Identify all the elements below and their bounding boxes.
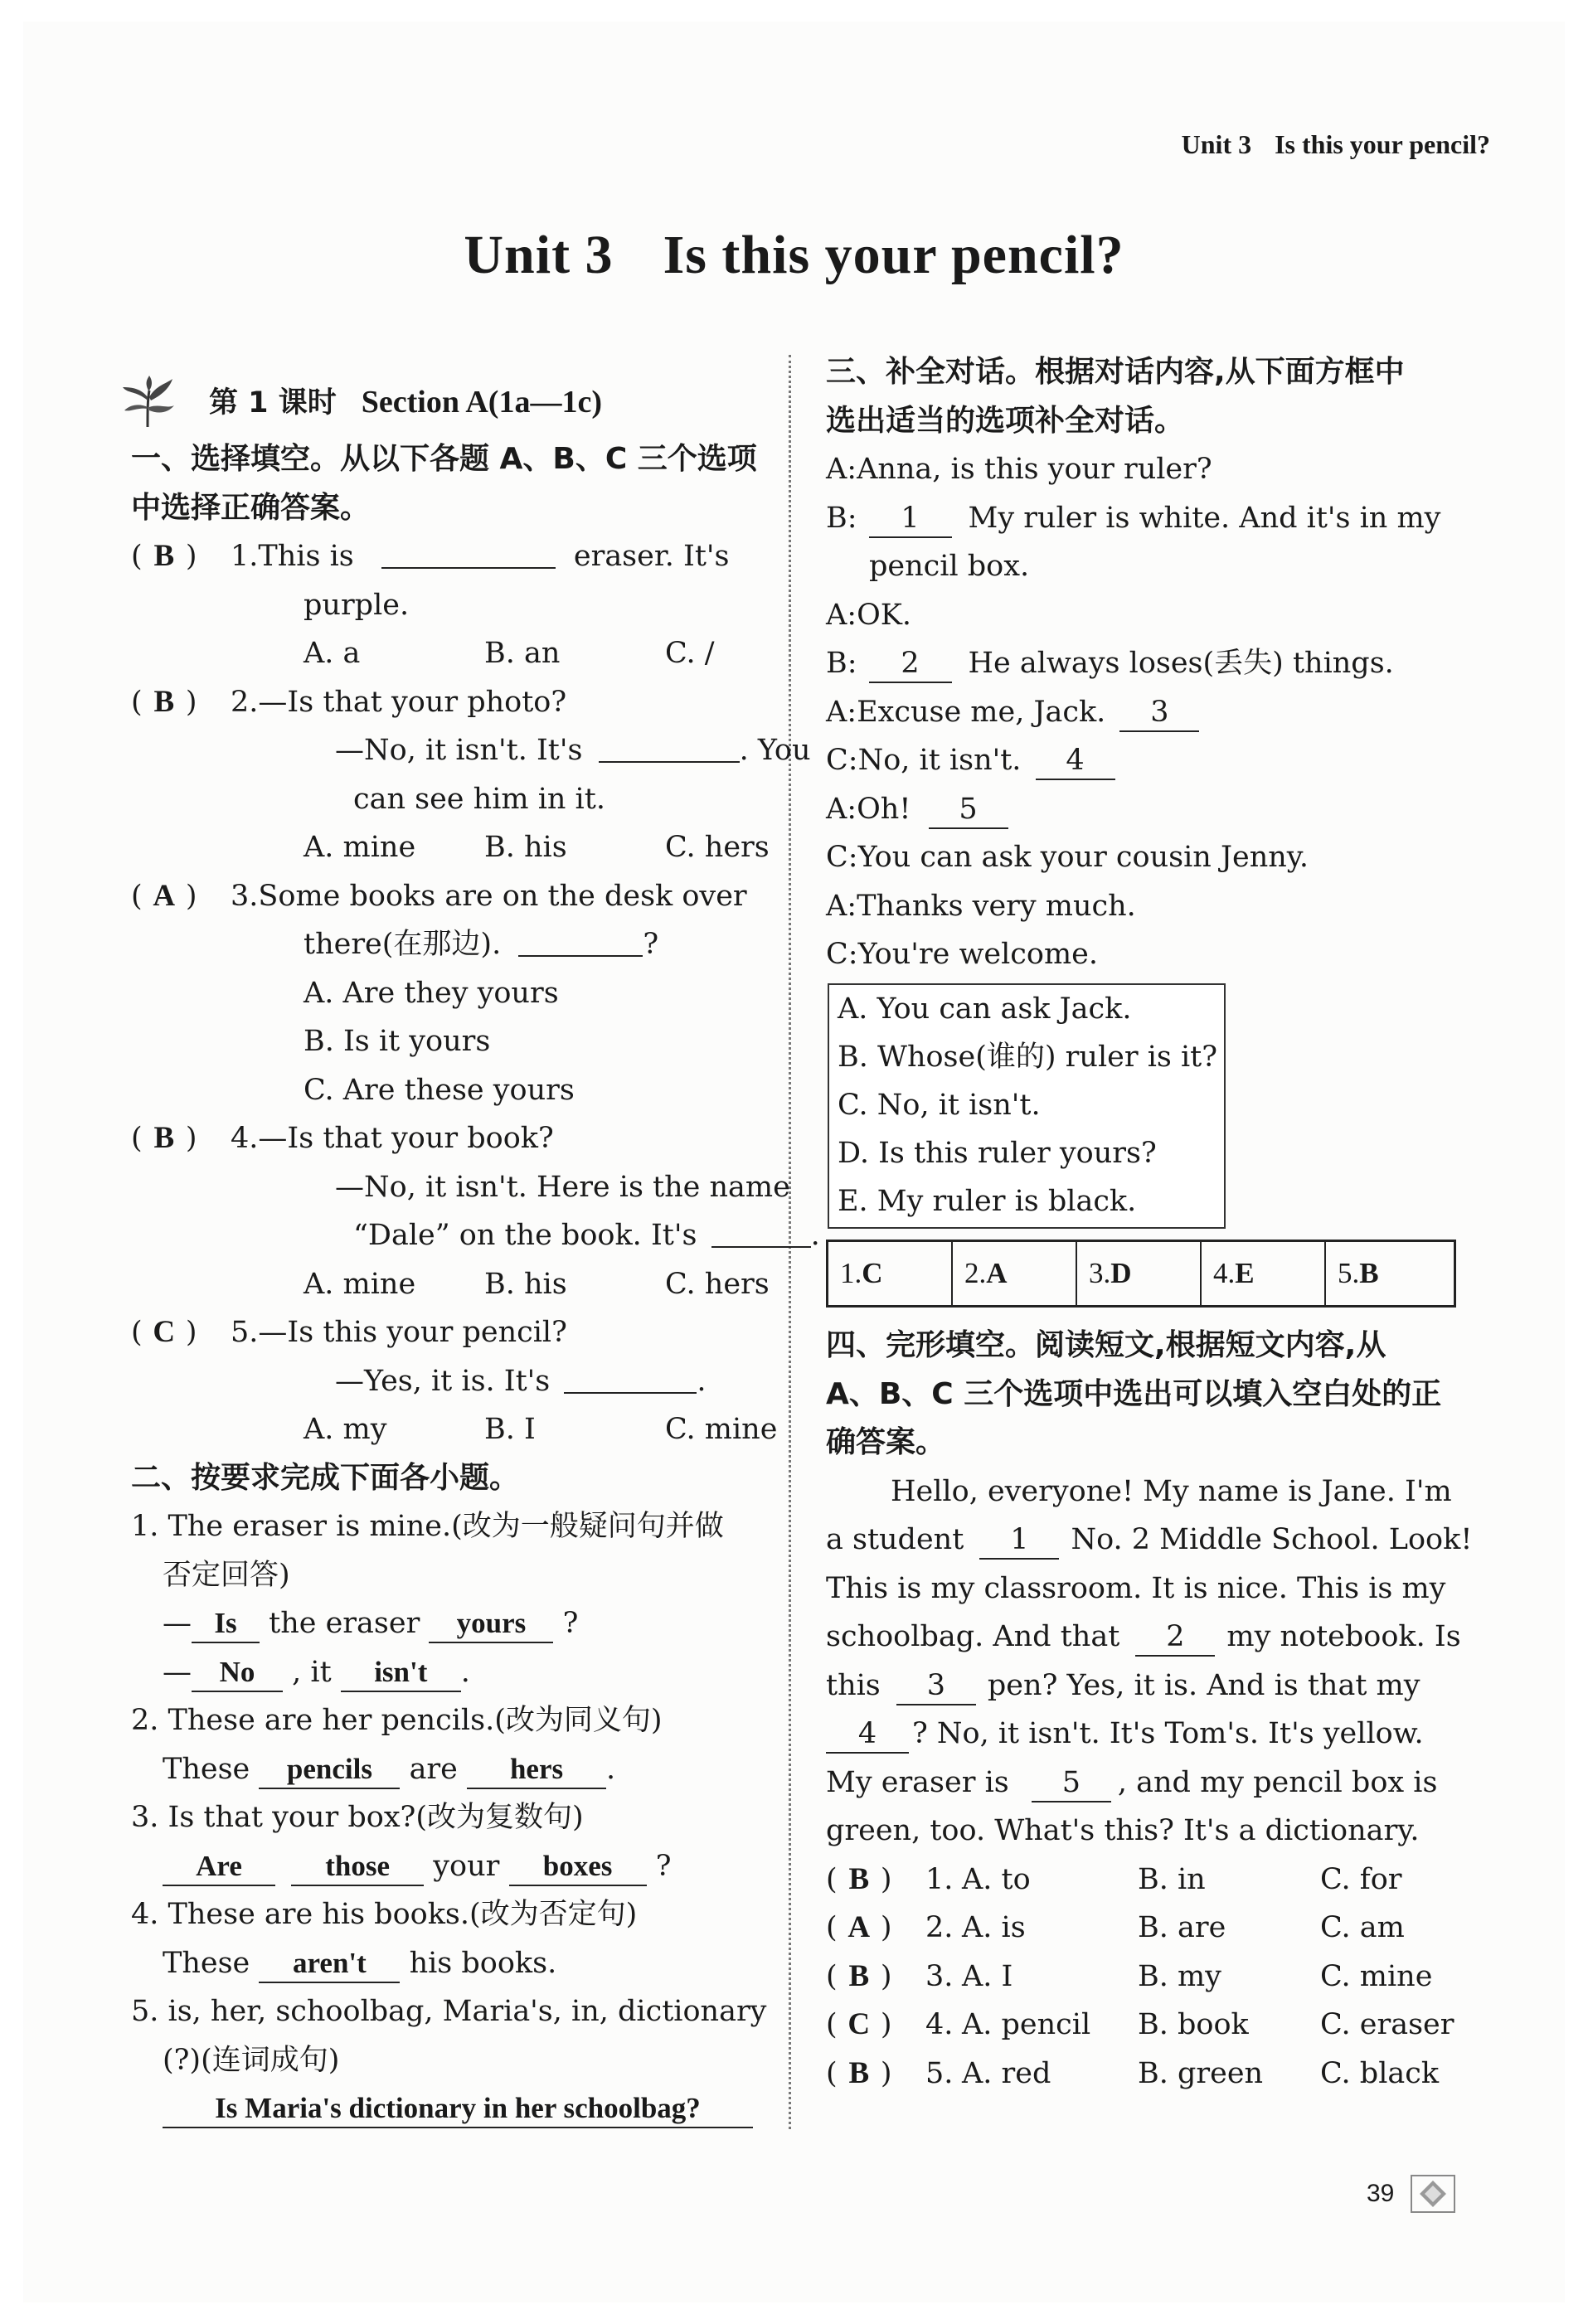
lesson-section: Section A(1a—1c) [361,385,602,420]
option: A. my [304,1413,387,1446]
q-text: —Is that your photo? [258,685,567,719]
p2-q1-cont: 否定回答) [163,1558,290,1592]
text: These [163,1752,250,1786]
page-number: 39 [1367,2180,1395,2207]
filled-blank[interactable]: boxes [509,1848,647,1886]
p1-q4: ( B ) 4.—Is that your book? [131,1114,770,1163]
answer-cell [953,1242,1077,1305]
p1-q1-cont: purple. [304,588,410,622]
cell-answer: E [1235,1257,1255,1289]
answer-table [826,1240,1456,1308]
q-text: eraser. It's [573,540,730,573]
q-num: 4. [231,1122,259,1155]
numbered-blank[interactable]: 5 [1032,1764,1111,1802]
numbered-blank[interactable]: 3 [1119,694,1199,732]
q-num: 4. [925,2008,954,2041]
passage-line: green, too. What's this? It's a dictionary. [826,1814,1420,1847]
dialog-line [826,494,1456,543]
dialog-text: My ruler is white. And it's in my [968,501,1441,535]
answer: B [848,1958,870,1993]
answer-cell [1326,1242,1437,1305]
cell-answer: B [1359,1257,1379,1289]
q-text: —No, it isn't. It's [335,734,583,767]
filled-blank[interactable]: pencils [259,1751,400,1789]
part4 [826,1322,1473,2098]
blank[interactable] [381,536,556,569]
blank[interactable] [564,1361,697,1394]
option: B. in [1138,1862,1206,1896]
blank[interactable] [518,924,643,957]
passage-line [826,1759,1456,1807]
text: ? No, it isn't. It's Tom's. It's yellow. [912,1717,1424,1750]
dialog-line [826,930,1456,979]
text: a student [826,1523,964,1556]
q-text: . [810,1219,820,1252]
text: No. 2 Middle School. Look! [1071,1523,1473,1556]
numbered-blank[interactable]: 4 [1036,742,1115,780]
text: this [826,1668,881,1702]
filled-blank[interactable]: those [291,1848,424,1886]
dialog-text: You can ask your cousin Jenny. [857,841,1309,874]
passage-line: This is my classroom. It is nice. This is my [826,1571,1446,1605]
cloze-item: ( A ) 2. A. is B. are C. am [826,1904,1456,1953]
option: A. pencil [962,2008,1091,2041]
part1-heading-1: 一、选择填空。从以下各题 A、B、C 三个选项 [131,442,757,476]
q-text: . You [739,734,811,767]
q-num: 1. [231,540,259,573]
option: A. to [962,1862,1031,1896]
option: B. are [1138,1911,1226,1944]
p1-q4-cont: —No, it isn't. Here is the name [335,1170,790,1204]
cell-answer: D [1110,1257,1132,1289]
option: A. red [962,2056,1051,2090]
q-num: 2. [925,1911,954,1944]
option-e: E. My ruler is black. [838,1185,1137,1218]
cell-num: 1. [840,1257,862,1289]
p2-q4: 4. These are his books.(改为否定句) [131,1898,638,1931]
lesson-label: 第 1 课时 [209,386,337,420]
p2-q3-answer [131,1842,770,1891]
p1-q3-opt-a: A. Are they yours [304,976,559,1010]
option: C. eraser [1320,2008,1454,2041]
q-text: —Yes, it is. It's [335,1364,551,1398]
q-text: —Is this your pencil? [258,1316,567,1349]
part4-heading-1: 四、完形填空。阅读短文,根据短文内容,从 [826,1328,1386,1362]
speaker: C: [826,744,858,777]
p1-q2-options [131,823,770,872]
answer: B [153,1121,175,1155]
leaf-icon [119,376,176,430]
cloze-item: ( B ) 3. A. I B. my C. mine [826,1953,1456,2001]
dialog-line [826,833,1456,882]
speaker: A: [826,792,857,826]
q-num: 2. [231,685,259,719]
speaker: A: [826,598,857,632]
page-title-unit: Unit 3 [464,225,614,285]
dialog-line [826,785,1456,834]
option: C. hers [665,831,770,864]
answer: B [153,684,175,719]
numbered-blank[interactable]: 1 [869,500,952,538]
numbered-blank[interactable]: 3 [896,1667,976,1705]
speaker: C: [826,938,858,971]
text: my notebook. Is [1226,1620,1461,1653]
dialog-line [826,688,1456,737]
filled-blank[interactable]: isn't [341,1654,461,1692]
p1-q3-opt-c: C. Are these yours [304,1073,575,1107]
text: pen? Yes, it is. And is that my [987,1668,1420,1702]
dialog-line [826,445,1456,494]
header-unit: Unit 3 [1181,129,1252,159]
answer: A [153,878,176,913]
option: C. mine [1320,1959,1433,1993]
dialog-line: pencil box. [869,550,1030,583]
right-column [826,348,1456,979]
text: My eraser is [826,1765,1009,1799]
answer: C [153,1315,176,1349]
q-text: This is [258,540,354,573]
p1-q3: ( A ) 3.Some books are on the desk over [131,872,770,921]
option: C. black [1320,2056,1440,2090]
part4-heading-3: 确答案。 [826,1425,946,1459]
q-num: 3. [925,1959,954,1993]
text: . [606,1752,616,1786]
blank[interactable] [711,1215,811,1248]
blank[interactable] [599,730,740,763]
option: B. his [484,831,567,864]
q-num: 5. [231,1316,259,1349]
running-header [1182,129,1490,160]
text: your [433,1849,500,1883]
speaker: B: [826,501,857,535]
q-text: there(在那边). [304,928,502,961]
option: C. mine [665,1413,778,1446]
text: are [409,1752,458,1786]
cloze-item: ( B ) 1. A. to B. in C. for [826,1856,1456,1904]
option: C. for [1320,1862,1402,1896]
option: C. hers [665,1267,770,1301]
options-box [828,983,1226,1229]
text: , and my pencil box is [1117,1765,1438,1799]
dialog-line [826,639,1456,688]
p2-q2-answer [131,1745,770,1794]
left-column [131,369,820,2133]
p2-q2: 2. These are her pencils.(改为同义句) [131,1704,663,1737]
p1-q3-opt-b: B. Is it yours [304,1025,491,1058]
answer: B [153,539,175,573]
numbered-blank[interactable]: 2 [1135,1618,1215,1657]
answer: A [847,1910,871,1944]
page-title-text: Is this your pencil? [663,225,1124,285]
option: A. is [962,1911,1026,1944]
filled-blank[interactable]: Is [192,1605,260,1643]
cloze-item: ( C ) 4. A. pencil B. book C. eraser [826,2001,1456,2050]
dialog-text: OK. [857,598,912,632]
q-num: 1. [925,1862,954,1896]
answer: B [848,1861,870,1896]
part3-heading-2: 选出适当的选项补全对话。 [826,403,1185,438]
p2-q3: 3. Is that your box?(改为复数句) [131,1801,584,1834]
option: C. am [1320,1911,1405,1944]
part2-heading: 二、按要求完成下面各小题。 [131,1460,520,1495]
cloze-item: ( B ) 5. A. red B. green C. black [826,2050,1456,2098]
filled-blank[interactable]: Is Maria's dictionary in her schoolbag? [163,2090,753,2128]
speaker: A: [826,453,857,486]
p1-q3-cont [131,920,770,969]
p1-q1-options [131,629,770,678]
p2-q1: 1. The eraser is mine.(改为一般疑问句并做 [131,1510,724,1543]
header-title: Is this your pencil? [1275,129,1490,159]
q-num: 5. [925,2056,954,2090]
option: B. green [1138,2056,1264,2090]
part4-heading-2: A、B、C 三个选项中选出可以填入空白处的正 [826,1376,1442,1411]
numbered-blank[interactable]: 1 [979,1521,1059,1560]
cell-num: 4. [1213,1257,1236,1289]
cell-num: 3. [1089,1257,1111,1289]
q-text: . [697,1364,707,1398]
speaker: A: [826,695,857,729]
lesson-title [131,369,770,435]
dialog-text: Anna, is this your ruler? [857,453,1212,486]
answer: C [847,2007,871,2041]
text: schoolbag. And that [826,1620,1120,1653]
filled-blank[interactable]: hers [467,1751,606,1789]
filled-blank[interactable]: Are [163,1848,275,1886]
speaker: C: [826,841,858,874]
filled-blank[interactable]: yours [429,1605,553,1643]
part1-heading-2: 中选择正确答案。 [131,490,371,525]
p1-q5-cont [131,1357,770,1406]
text: ? [562,1607,579,1640]
q-text: Some books are on the desk over [258,879,747,913]
answer-cell [828,1242,953,1305]
p2-q5-answer [131,2084,770,2133]
passage-line [826,1516,1473,1565]
q-text: “Dale” on the book. It's [353,1219,697,1252]
dialog-line [826,591,1456,640]
part3-heading-1: 三、补全对话。根据对话内容,从下面方框中 [826,355,1405,389]
option: B. his [484,1267,567,1301]
q-text: —Is that your book? [258,1122,554,1155]
filled-blank[interactable]: aren't [259,1945,400,1983]
option: B. my [1138,1959,1221,1993]
page-ornament-icon [1410,2174,1456,2214]
dialog-text: No, it isn't. [857,744,1022,777]
p1-q4-options [131,1260,770,1309]
dialog-text: Oh! [857,792,911,826]
option: B. an [484,637,561,670]
text: , it [292,1655,332,1689]
option: A. I [962,1959,1013,1993]
option: A. a [304,637,361,670]
dialog-text: He always loses(丢失) things. [968,647,1394,680]
numbered-blank[interactable]: 5 [929,791,1008,829]
option: C. / [665,637,715,670]
page-title [0,224,1588,287]
cell-num: 2. [964,1257,987,1289]
p2-q5-cont: (?)(连词成句) [163,2043,340,2077]
option-a: A. You can ask Jack. [838,992,1132,1026]
text: his books. [409,1946,557,1980]
cell-answer: C [862,1257,883,1289]
option-c: C. No, it isn't. [838,1089,1041,1122]
text: the eraser [269,1607,420,1640]
p1-q2: ( B ) 2.—Is that your photo? [131,678,770,727]
text: ? [655,1849,672,1883]
p1-q2-cont2: can see him in it. [353,782,605,816]
text: These [163,1946,250,1980]
option: A. mine [304,831,416,864]
option-b: B. Whose(谁的) ruler is it? [838,1041,1218,1074]
passage-line [826,1662,1456,1710]
speaker: A: [826,889,857,923]
dialog-line [826,736,1456,785]
p1-q4-cont2 [131,1211,820,1260]
option: A. mine [304,1267,416,1301]
answer-cell [1077,1242,1202,1305]
p1-q2-cont [131,726,811,775]
p2-q4-answer [131,1939,770,1988]
p2-q1-answer2: — No , it isn't . [131,1648,770,1697]
q-text: ? [643,928,659,961]
p1-q5: ( C ) 5.—Is this your pencil? [131,1308,770,1357]
option-d: D. Is this ruler yours? [838,1137,1157,1170]
cell-num: 5. [1338,1257,1360,1289]
text: . [460,1655,470,1689]
answer-cell [1202,1242,1326,1305]
q-num: 3. [231,879,259,913]
speaker: B: [826,647,857,680]
p1-q5-options [131,1405,778,1454]
numbered-blank[interactable]: 2 [869,645,952,683]
p1-q1: ( B ) 1.This is eraser. It's [131,532,770,581]
cell-answer: A [986,1257,1008,1289]
numbered-blank[interactable]: 4 [826,1715,909,1754]
option: B. book [1138,2008,1249,2041]
p2-q1-answer1: — Is the eraser yours ? [131,1599,770,1648]
dialog-line [826,882,1456,931]
passage-line [826,1613,1461,1662]
p2-q5: 5. is, her, schoolbag, Maria's, in, dictionary [131,1995,767,2028]
dialog-text: Thanks very much. [857,889,1136,923]
dialog-text: You're welcome. [857,938,1099,971]
passage-line [826,1710,1456,1759]
filled-blank[interactable]: No [192,1654,283,1692]
answer: B [848,2055,870,2090]
option: B. I [484,1413,536,1446]
dialog-text: Excuse me, Jack. [857,695,1106,729]
passage-line: Hello, everyone! My name is Jane. I'm [891,1474,1452,1508]
